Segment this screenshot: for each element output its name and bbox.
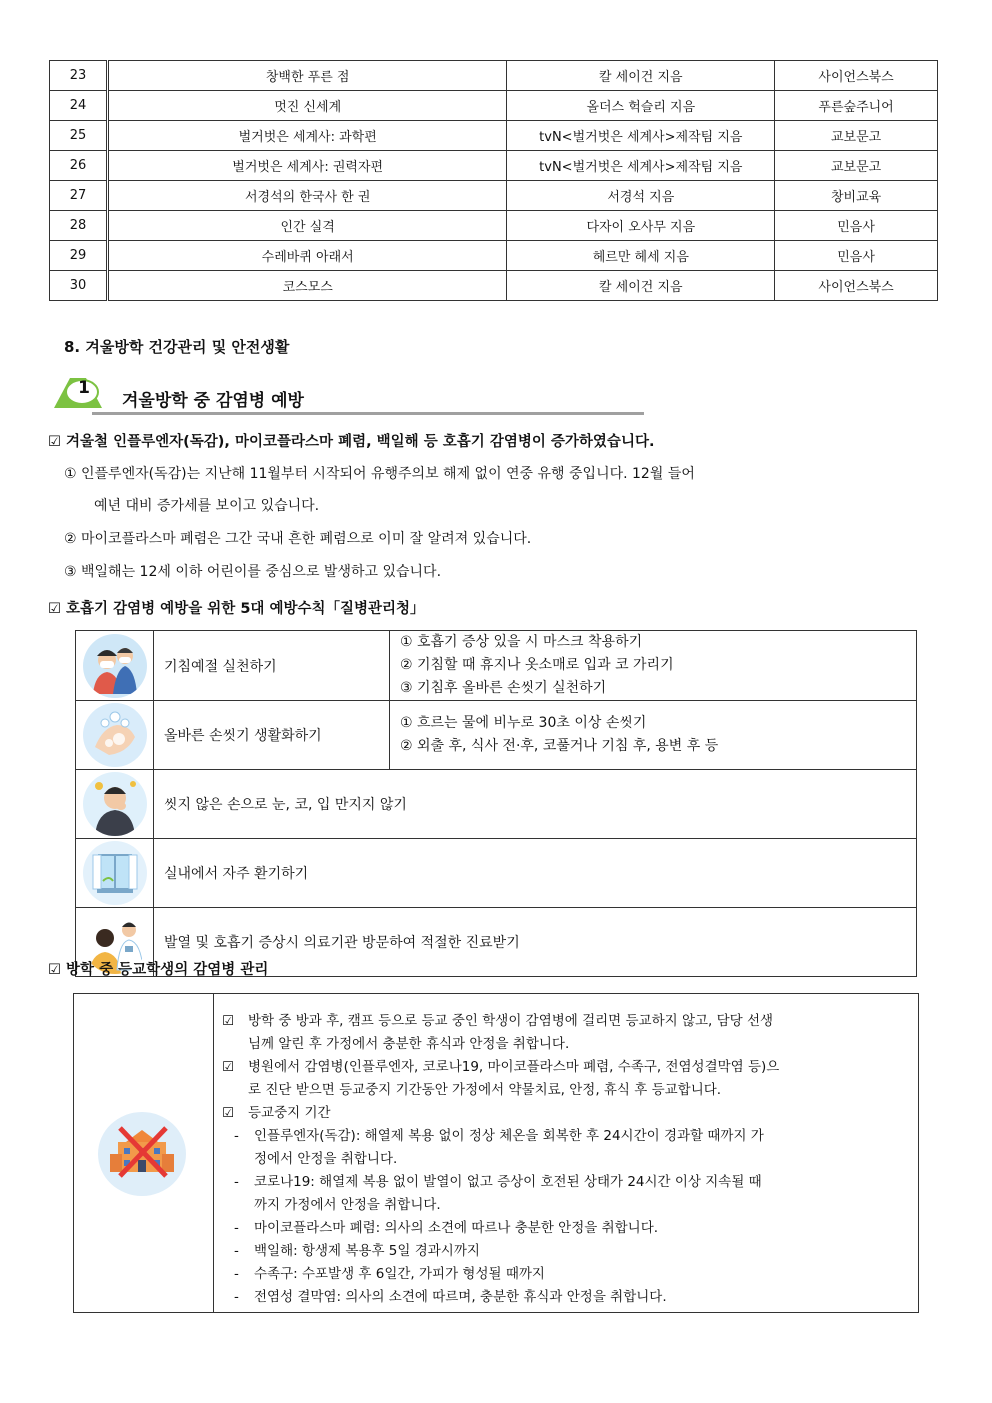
- table-row: [76, 770, 917, 839]
- table-row: [50, 151, 938, 181]
- book-author: tvN<벌거벗은 세계사>제작팀 지음: [507, 121, 775, 151]
- book-publisher: 교보문고: [775, 121, 938, 151]
- table-row: [50, 211, 938, 241]
- management-box: [73, 993, 919, 1313]
- management-heading: ☑ 방학 중 등교학생의 감염병 관리: [48, 962, 269, 978]
- exclusion-period-item: - 코로나19: 해열제 복용 없이 발열이 없고 증상이 호전된 상태가 24시간 이상 지속될 때 까지 가정에서 안정을 취합니다.: [234, 1174, 762, 1213]
- rule-detail: ① 호흡기 증상 있을 시 마스크 착용하기: [400, 634, 643, 650]
- book-number: 30: [50, 271, 108, 301]
- rule-details: [390, 631, 917, 701]
- table-row: [50, 61, 938, 91]
- no-face-touch-cell: [76, 770, 154, 839]
- management-check-item: ☑ 방학 중 방과 후, 캠프 등으로 등교 중인 학생이 감염병에 걸리면 등교하지 않고, 담당 선생 님께 알린 후 가정에서 충분한 휴식과 안정을 취합니다.: [222, 1010, 912, 1056]
- book-number: 28: [50, 211, 108, 241]
- book-author: tvN<벌거벗은 세계사>제작팀 지음: [507, 151, 775, 181]
- checkbox-icon: ☑: [222, 1013, 235, 1029]
- subsection-header: [52, 372, 644, 418]
- section-title: 8. 겨울방학 건강관리 및 안전생활: [64, 338, 290, 356]
- book-title: 수레바퀴 아래서: [107, 241, 507, 271]
- table-row: [76, 701, 917, 770]
- book-number: 23: [50, 61, 108, 91]
- book-number: 26: [50, 151, 108, 181]
- intro-item-3: ③ 백일해는 12세 이하 어린이를 중심으로 발생하고 있습니다.: [64, 564, 442, 580]
- book-publisher: 사이언스북스: [775, 271, 938, 301]
- book-number: 29: [50, 241, 108, 271]
- cough-etiquette-cell: [76, 631, 154, 701]
- handwash-icon: [83, 703, 147, 767]
- intro-item-1-cont: 예년 대비 증가세를 보이고 있습니다.: [94, 498, 320, 514]
- rule-label: 씻지 않은 손으로 눈, 코, 입 만지지 않기: [154, 770, 917, 839]
- book-list-table: [49, 60, 938, 301]
- rule-details: [390, 701, 917, 770]
- book-publisher: 민음사: [775, 211, 938, 241]
- book-number: 24: [50, 91, 108, 121]
- table-row: [76, 631, 917, 701]
- book-title: 서경석의 한국사 한 권: [107, 181, 507, 211]
- prevention-table: [75, 630, 917, 977]
- rule-detail: ② 기침할 때 휴지나 옷소매로 입과 코 가리기: [400, 657, 674, 673]
- handwashing-cell: [76, 701, 154, 770]
- table-row: [50, 271, 938, 301]
- table-row: [50, 241, 938, 271]
- exclusion-period-item: - 인플루엔자(독감): 해열제 복용 없이 정상 체온을 회복한 후 24시간이 경과할 때까지 가 정에서 안정을 취합니다.: [234, 1128, 764, 1167]
- book-number: 25: [50, 121, 108, 151]
- book-title: 벌거벗은 세계사: 권력자편: [107, 151, 507, 181]
- intro-heading: ☑ 겨울철 인플루엔자(독감), 마이코플라스마 폐렴, 백일해 등 호흡기 감염병이 증가하였습니다.: [48, 434, 655, 450]
- book-title: 코스모스: [107, 271, 507, 301]
- divider: [92, 412, 644, 415]
- book-author: 칼 세이건 지음: [507, 271, 775, 301]
- exclusion-period-item: - 전염성 결막염: 의사의 소견에 따르며, 충분한 휴식과 안정을 취합니다.: [234, 1289, 667, 1305]
- rule-detail: ② 외출 후, 식사 전·후, 코풀거나 기침 후, 용변 후 등: [400, 738, 719, 754]
- book-author: 헤르만 헤세 지음: [507, 241, 775, 271]
- book-publisher: 사이언스북스: [775, 61, 938, 91]
- intro-item-2: ② 마이코플라스마 폐렴은 그간 국내 흔한 폐렴으로 이미 잘 알려져 있습니다.: [64, 531, 532, 547]
- ventilation-cell: [76, 839, 154, 908]
- book-title: 인간 실격: [107, 211, 507, 241]
- intro-item-1: ① 인플루엔자(독감)는 지난해 11월부터 시작되어 유행주의보 해제 없이 연중 유행 중입니다. 12월 들어: [64, 466, 695, 482]
- rule-detail: ③ 기침후 올바른 손씻기 실천하기: [400, 680, 607, 696]
- no-school-icon: [96, 1110, 188, 1198]
- mask-icon: [83, 634, 147, 698]
- rule-detail: ① 흐르는 물에 비누로 30초 이상 손씻기: [400, 715, 647, 731]
- management-icon-cell: [74, 994, 214, 1312]
- book-author: 올더스 헉슬리 지음: [507, 91, 775, 121]
- window-icon: [83, 841, 147, 905]
- management-check-item: ☑ 등교중지 기간: [222, 1102, 912, 1125]
- book-publisher: 푸른숲주니어: [775, 91, 938, 121]
- table-row: [76, 839, 917, 908]
- book-title: 창백한 푸른 점: [107, 61, 507, 91]
- face-touch-icon: [83, 772, 147, 836]
- subsection-number: 1: [78, 378, 90, 398]
- checkbox-icon: ☑: [222, 1105, 235, 1121]
- management-check-item: ☑ 병원에서 감염병(인플루엔자, 코로나19, 마이코플라스마 폐렴, 수족구, 전염성결막염 등)으 로 진단 받으면 등교중지 기간동안 가정에서 약물치료, 안정, 휴식 후 등교합니다.: [222, 1056, 912, 1102]
- exclusion-period-item: - 수족구: 수포발생 후 6일간, 가피가 형성될 때까지: [234, 1266, 545, 1282]
- rule-label: 발열 및 호흡기 증상시 의료기관 방문하여 적절한 진료받기: [154, 908, 917, 977]
- book-title: 멋진 신세계: [107, 91, 507, 121]
- exclusion-period-item: - 마이코플라스마 폐렴: 의사의 소견에 따르나 충분한 안정을 취합니다.: [234, 1220, 659, 1236]
- prevention-heading: ☑ 호흡기 감염병 예방을 위한 5대 예방수칙「질병관리청」: [48, 601, 425, 617]
- subsection-title: 겨울방학 중 감염병 예방: [122, 391, 304, 411]
- checkbox-icon: ☑: [222, 1059, 235, 1075]
- rule-label: 실내에서 자주 환기하기: [154, 839, 917, 908]
- table-row: [50, 181, 938, 211]
- book-author: 다자이 오사무 지음: [507, 211, 775, 241]
- book-author: 칼 세이건 지음: [507, 61, 775, 91]
- table-row: [50, 91, 938, 121]
- exclusion-period-item: - 백일해: 항생제 복용후 5일 경과시까지: [234, 1243, 480, 1259]
- book-publisher: 창비교육: [775, 181, 938, 211]
- book-title: 벌거벗은 세계사: 과학편: [107, 121, 507, 151]
- management-content: [222, 1010, 912, 1309]
- book-publisher: 민음사: [775, 241, 938, 271]
- book-number: 27: [50, 181, 108, 211]
- book-author: 서경석 지음: [507, 181, 775, 211]
- rule-label: 기침예절 실천하기: [154, 631, 390, 701]
- table-row: [50, 121, 938, 151]
- book-publisher: 교보문고: [775, 151, 938, 181]
- rule-label: 올바른 손씻기 생활화하기: [154, 701, 390, 770]
